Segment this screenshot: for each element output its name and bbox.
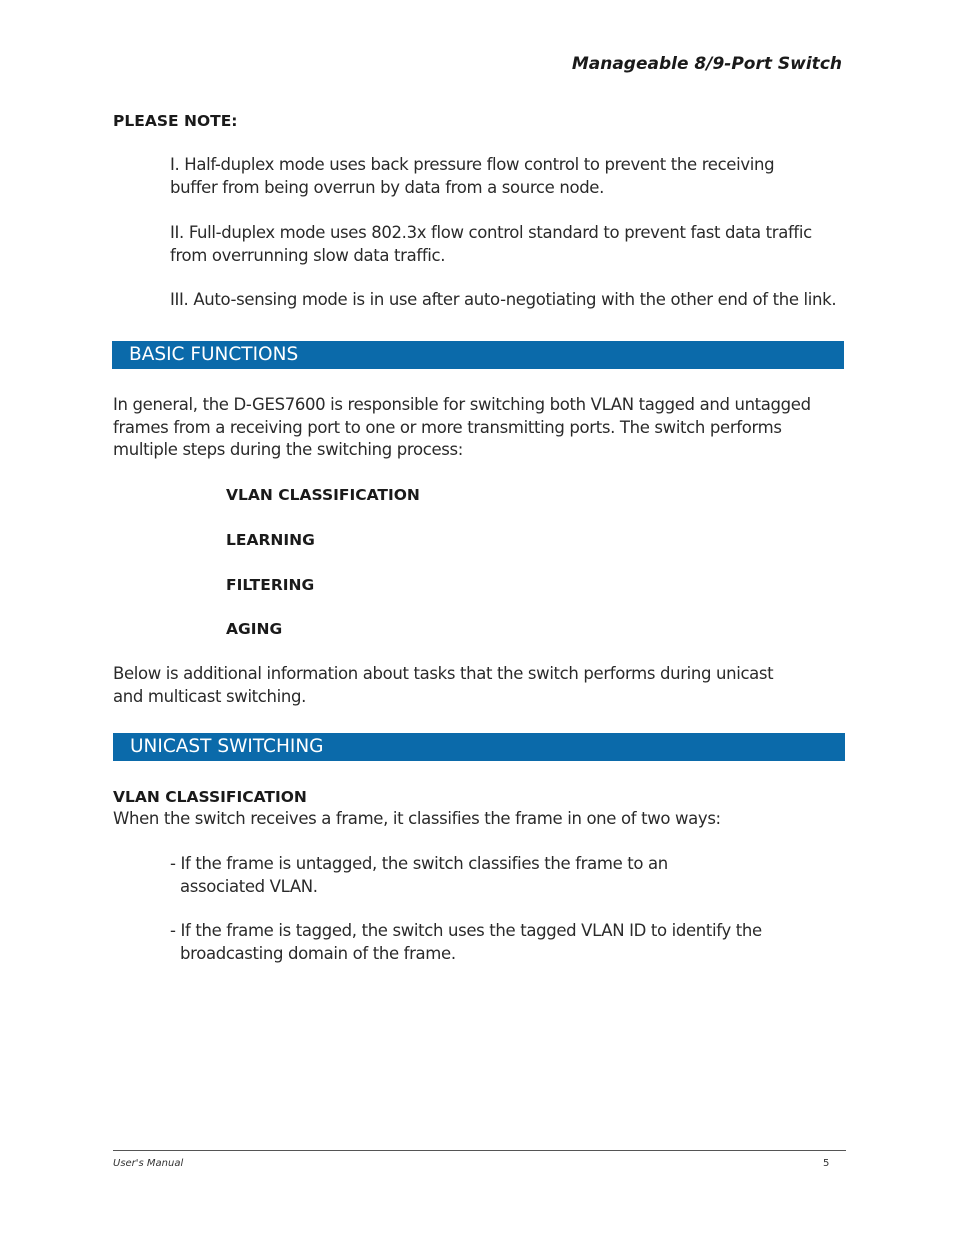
section-title-unicast-switching: UNICAST SWITCHING xyxy=(130,736,324,757)
paragraph-line: In general, the D-GES7600 is responsible for switching both VLAN tagged and untagged xyxy=(113,395,811,414)
section-bar-unicast-switching xyxy=(113,733,845,761)
section-title-basic-functions: BASIC FUNCTIONS xyxy=(129,344,299,365)
basic-functions-intro xyxy=(113,394,811,462)
paragraph-line: multiple steps during the switching process: xyxy=(113,440,463,459)
bullet-line: associated VLAN. xyxy=(180,876,318,896)
paragraph-line: Below is additional information about tasks that the switch performs during unicast xyxy=(113,664,774,683)
paragraph-line: frames from a receiving port to one or more transmitting ports. The switch performs xyxy=(113,417,782,437)
page-number: 5 xyxy=(823,1158,830,1169)
page-header-title: Manageable 8/9-Port Switch xyxy=(571,54,842,74)
step-filtering: FILTERING xyxy=(226,576,315,594)
step-vlan-classification: VLAN CLASSIFICATION xyxy=(226,486,420,504)
footer-label: User's Manual xyxy=(113,1158,184,1169)
note-heading: PLEASE NOTE: xyxy=(113,112,238,130)
footer-divider xyxy=(113,1150,846,1151)
basic-functions-outro xyxy=(113,663,773,708)
bullet-line: broadcasting domain of the frame. xyxy=(180,943,456,963)
note-item-1-line-1: I. Half-duplex mode uses back pressure flow control to prevent the receiving xyxy=(170,155,775,174)
note-item-2-line-2: from overrunning slow data traffic. xyxy=(170,245,446,265)
paragraph-line: When the switch receives a frame, it classifies the frame in one of two ways: xyxy=(113,809,721,828)
bullet-tagged xyxy=(170,920,762,965)
note-item-1-line-2: buffer from being overrun by data from a source node. xyxy=(170,177,605,197)
note-item-1 xyxy=(170,154,774,199)
unicast-intro xyxy=(113,808,721,831)
note-item-3-line-1: III. Auto-sensing mode is in use after auto-negotiating with the other end of the link. xyxy=(170,290,837,309)
note-item-3 xyxy=(170,289,836,312)
bullet-line: - If the frame is untagged, the switch classifies the frame to an xyxy=(170,854,668,873)
step-aging: AGING xyxy=(226,620,283,638)
step-learning: LEARNING xyxy=(226,531,315,549)
paragraph-line: and multicast switching. xyxy=(113,686,306,706)
section-bar-basic-functions xyxy=(112,341,844,369)
vlan-classification-subheading: VLAN CLASSIFICATION xyxy=(113,788,307,806)
note-item-2-line-1: II. Full-duplex mode uses 802.3x flow control standard to prevent fast data traffic xyxy=(170,223,812,242)
bullet-line: - If the frame is tagged, the switch uses the tagged VLAN ID to identify the xyxy=(170,921,762,940)
bullet-untagged xyxy=(170,853,668,898)
note-item-2 xyxy=(170,222,812,267)
